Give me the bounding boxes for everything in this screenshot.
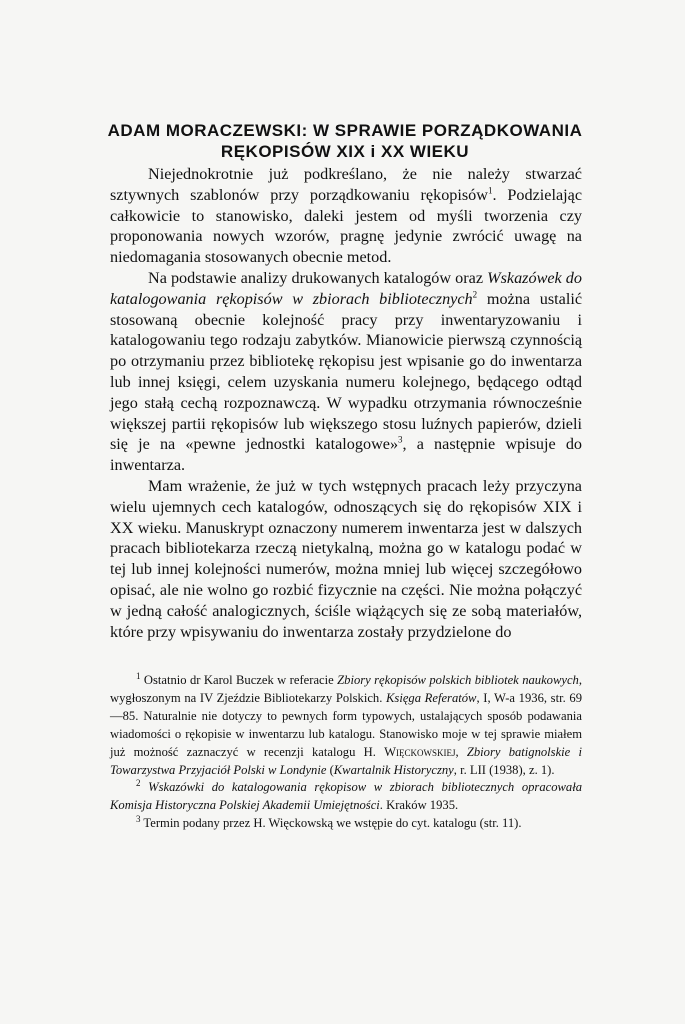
footnote-1: $^1$ Ostatnio dr Karol Buczek w referacie Zbiory rękopisów polskich bibliotek naukowych, wygłoszonym na IV Zjeździe Bibliotekarzy Polskich. Księga Referatów, I, W-a 1936, str. 69—85. Naturalnie nie dotyczy to pewnych form typowych, ustalających sposób podawania wiadomości o rękopisie w inwentarzu lub katalogu. Stanowisko moje w tej sprawie miałem już możność zaznaczyć w recenzji katalogu H. Więckowskiej, Zbiory batignolskie i Towarzystwa Przyjaciół Polski w Londynie (Kwartalnik Historyczny, r. LII (1938), z. 1). — [110, 670, 582, 777]
paragraph-2: Na podstawie analizy drukowanych katalogów oraz Wskazówek do katalogowania rękopisów w zbiorach bibliotecznych$^2$ można ustalić stosowaną obecnie kolejność pracy przy inwentaryzowaniu i katalogowaniu tego rodzaju zabytków. Mianowicie pierwszą czynnością po otrzymaniu przez bibliotekę rękopisu jest wpisanie go do inwentarza lub innej księgi, celem uzyskania numeru kolejnego, będącego odtąd jego stałą cechą rozpoznawczą. W wypadku otrzymania równocześnie większej partii rękopisów lub większego stosu luźnych papierów, dzieli się je na «pewne jednostki katalogowe»$^3$, a następnie wpisuje do inwentarza. — [110, 268, 583, 475]
article-body — [110, 164, 582, 642]
footnote-ref-3: 3 — [398, 434, 403, 445]
footnote-ref-1: 1 — [487, 185, 493, 196]
paragraph-1: Niejednokrotnie już podkreślano, że nie należy stwarzać sztywnych szablonów przy porządkowaniu rękopisów$^1$. Podzielając całkowicie to stanowisko, daleki jestem od myśli tworzenia czy proponowania nowych wzorów, pragnę jedynie zwrócić uwagę na niedomagania stosowanych obecnie metod. — [110, 165, 583, 267]
title-line-2: RĘKOPISÓW XIX i XX WIEKU — [220, 142, 470, 161]
footnote-ref-2: 2 — [472, 289, 478, 300]
paragraph-3: Mam wrażenie, że już w tych wstępnych pracach leży przyczyna wielu ujemnych cech katalogów, odnoszących się do rękopisów XIX i XX wieku. Manuskrypt oznaczony numerem inwentarza jest w dalszych pracach bibliotekarza rzeczą nietykalną, można go w katalogu podać w tej lub innej kolejności numerów, można mniej lub więcej szczegółowo opisać, ale nie wolno go rozbić fizycznie na części. Nie można połączyć w jedną całość analogicznych, ściśle wiążących się ze sobą materiałów, które przy wpisywaniu do inwentarza zostały przydzielone do — [110, 476, 582, 641]
title-line-1: ADAM MORACZEWSKI: W SPRAWIE PORZĄDKOWANIA — [107, 121, 583, 140]
article-title — [100, 120, 590, 162]
cited-title: Wskazówek do katalogowania rękopisów w zbiorach bibliotecznych — [110, 268, 582, 308]
footnote-3: $^3$ Termin podany przez H. Więckowską we wstępie do cyt. katalogu (str. 11). — [136, 814, 522, 831]
footnote-2: $^2$ Wskazówki do katalogowania rękopisow w zbiorach bibliotecznych opracowała Komisja Historyczna Polskiej Akademii Umiejętności. Kraków 1935. — [110, 778, 582, 813]
footnotes — [110, 672, 582, 833]
